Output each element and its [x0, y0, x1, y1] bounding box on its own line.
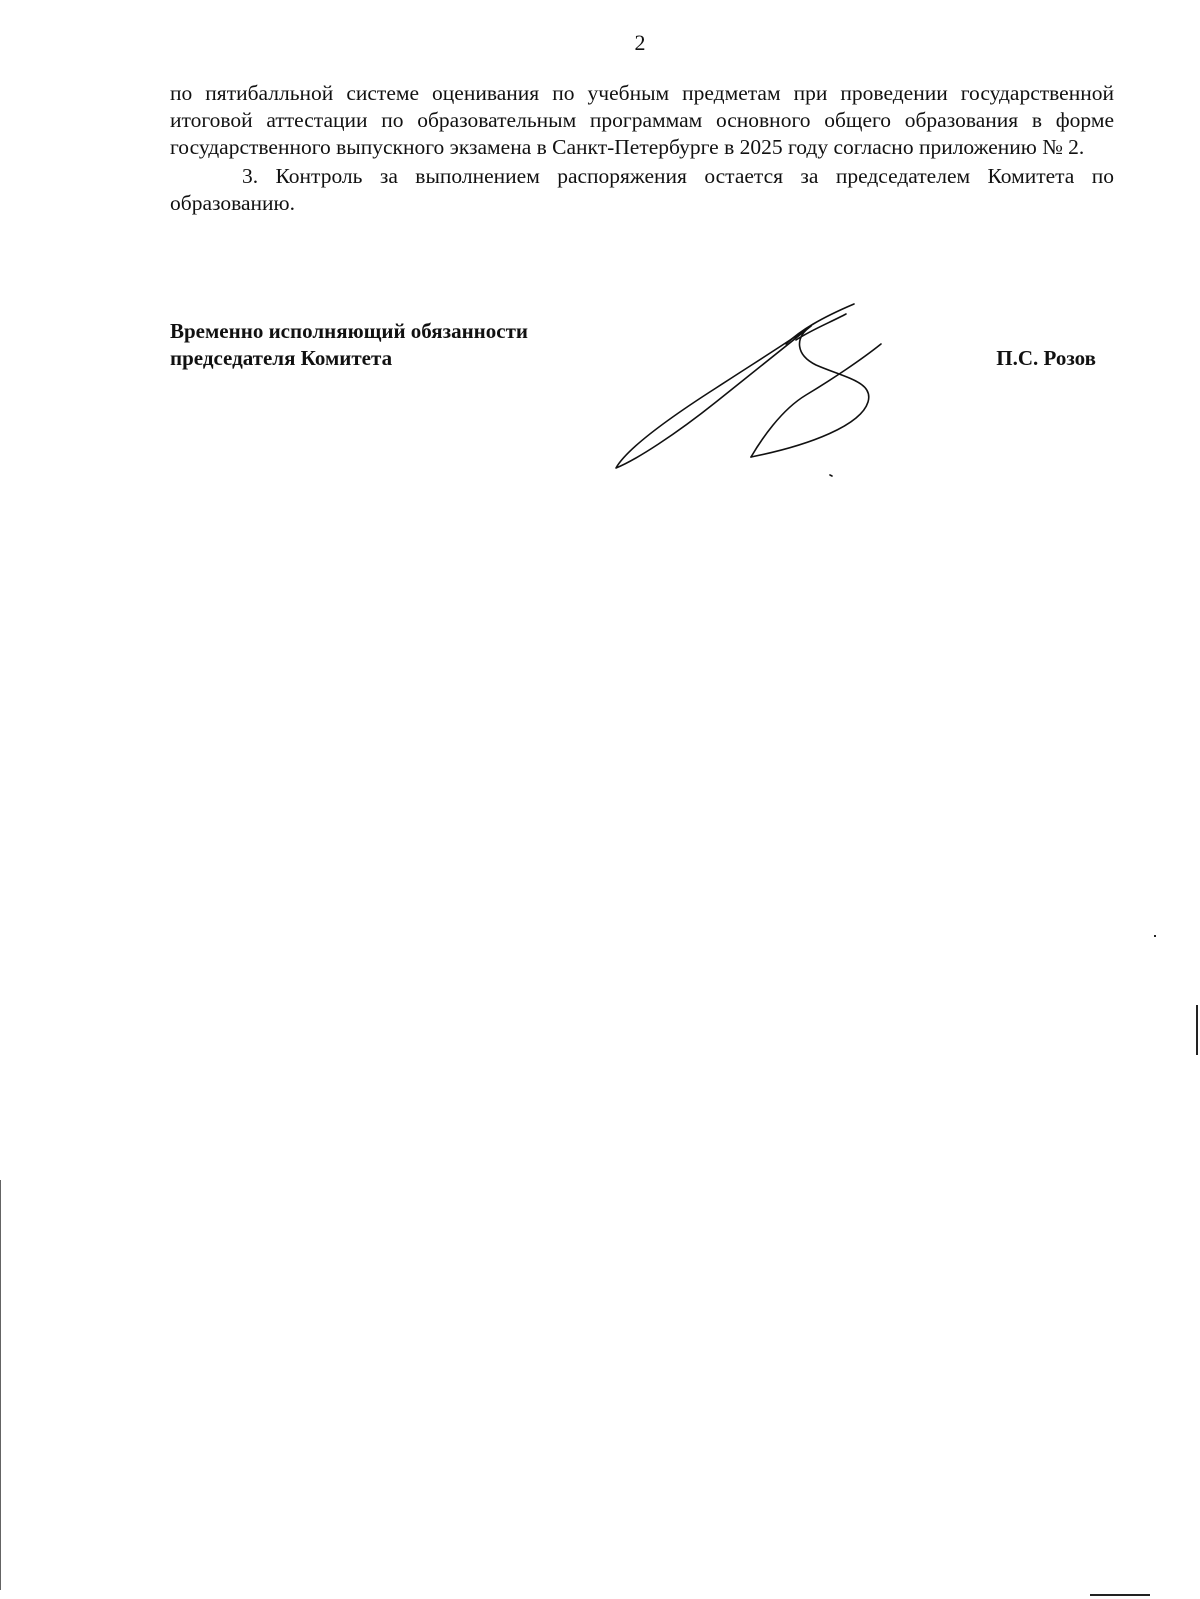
paragraph-continuation: по пятибалльной системе оценивания по учебным предметам при проведении государственной итоговой аттестации по образовательным программам основного общего образования в форме государственного выпускного экзамена в Санкт-Петербурге в 2025 году согласно приложению № 2. [170, 81, 1114, 159]
scan-artifact-bottom [1090, 1594, 1150, 1596]
signer-title-line-2: председателя Комитета [170, 346, 393, 370]
handwritten-signature [606, 300, 886, 485]
signer-title [170, 318, 630, 372]
scan-dot [1154, 935, 1156, 937]
scan-artifact-left [0, 1180, 1, 1590]
signature-block [170, 318, 1114, 498]
scan-artifact-right [1196, 1005, 1198, 1055]
signer-title-line-1: Временно исполняющий обязанности [170, 319, 529, 343]
page-number: 2 [634, 30, 646, 55]
document-body [170, 80, 1114, 217]
paragraph-control: 3. Контроль за выполнением распоряжения остается за председателем Комитета по образованию. [170, 164, 1114, 215]
signer-name: П.С. Розов [996, 346, 1096, 370]
